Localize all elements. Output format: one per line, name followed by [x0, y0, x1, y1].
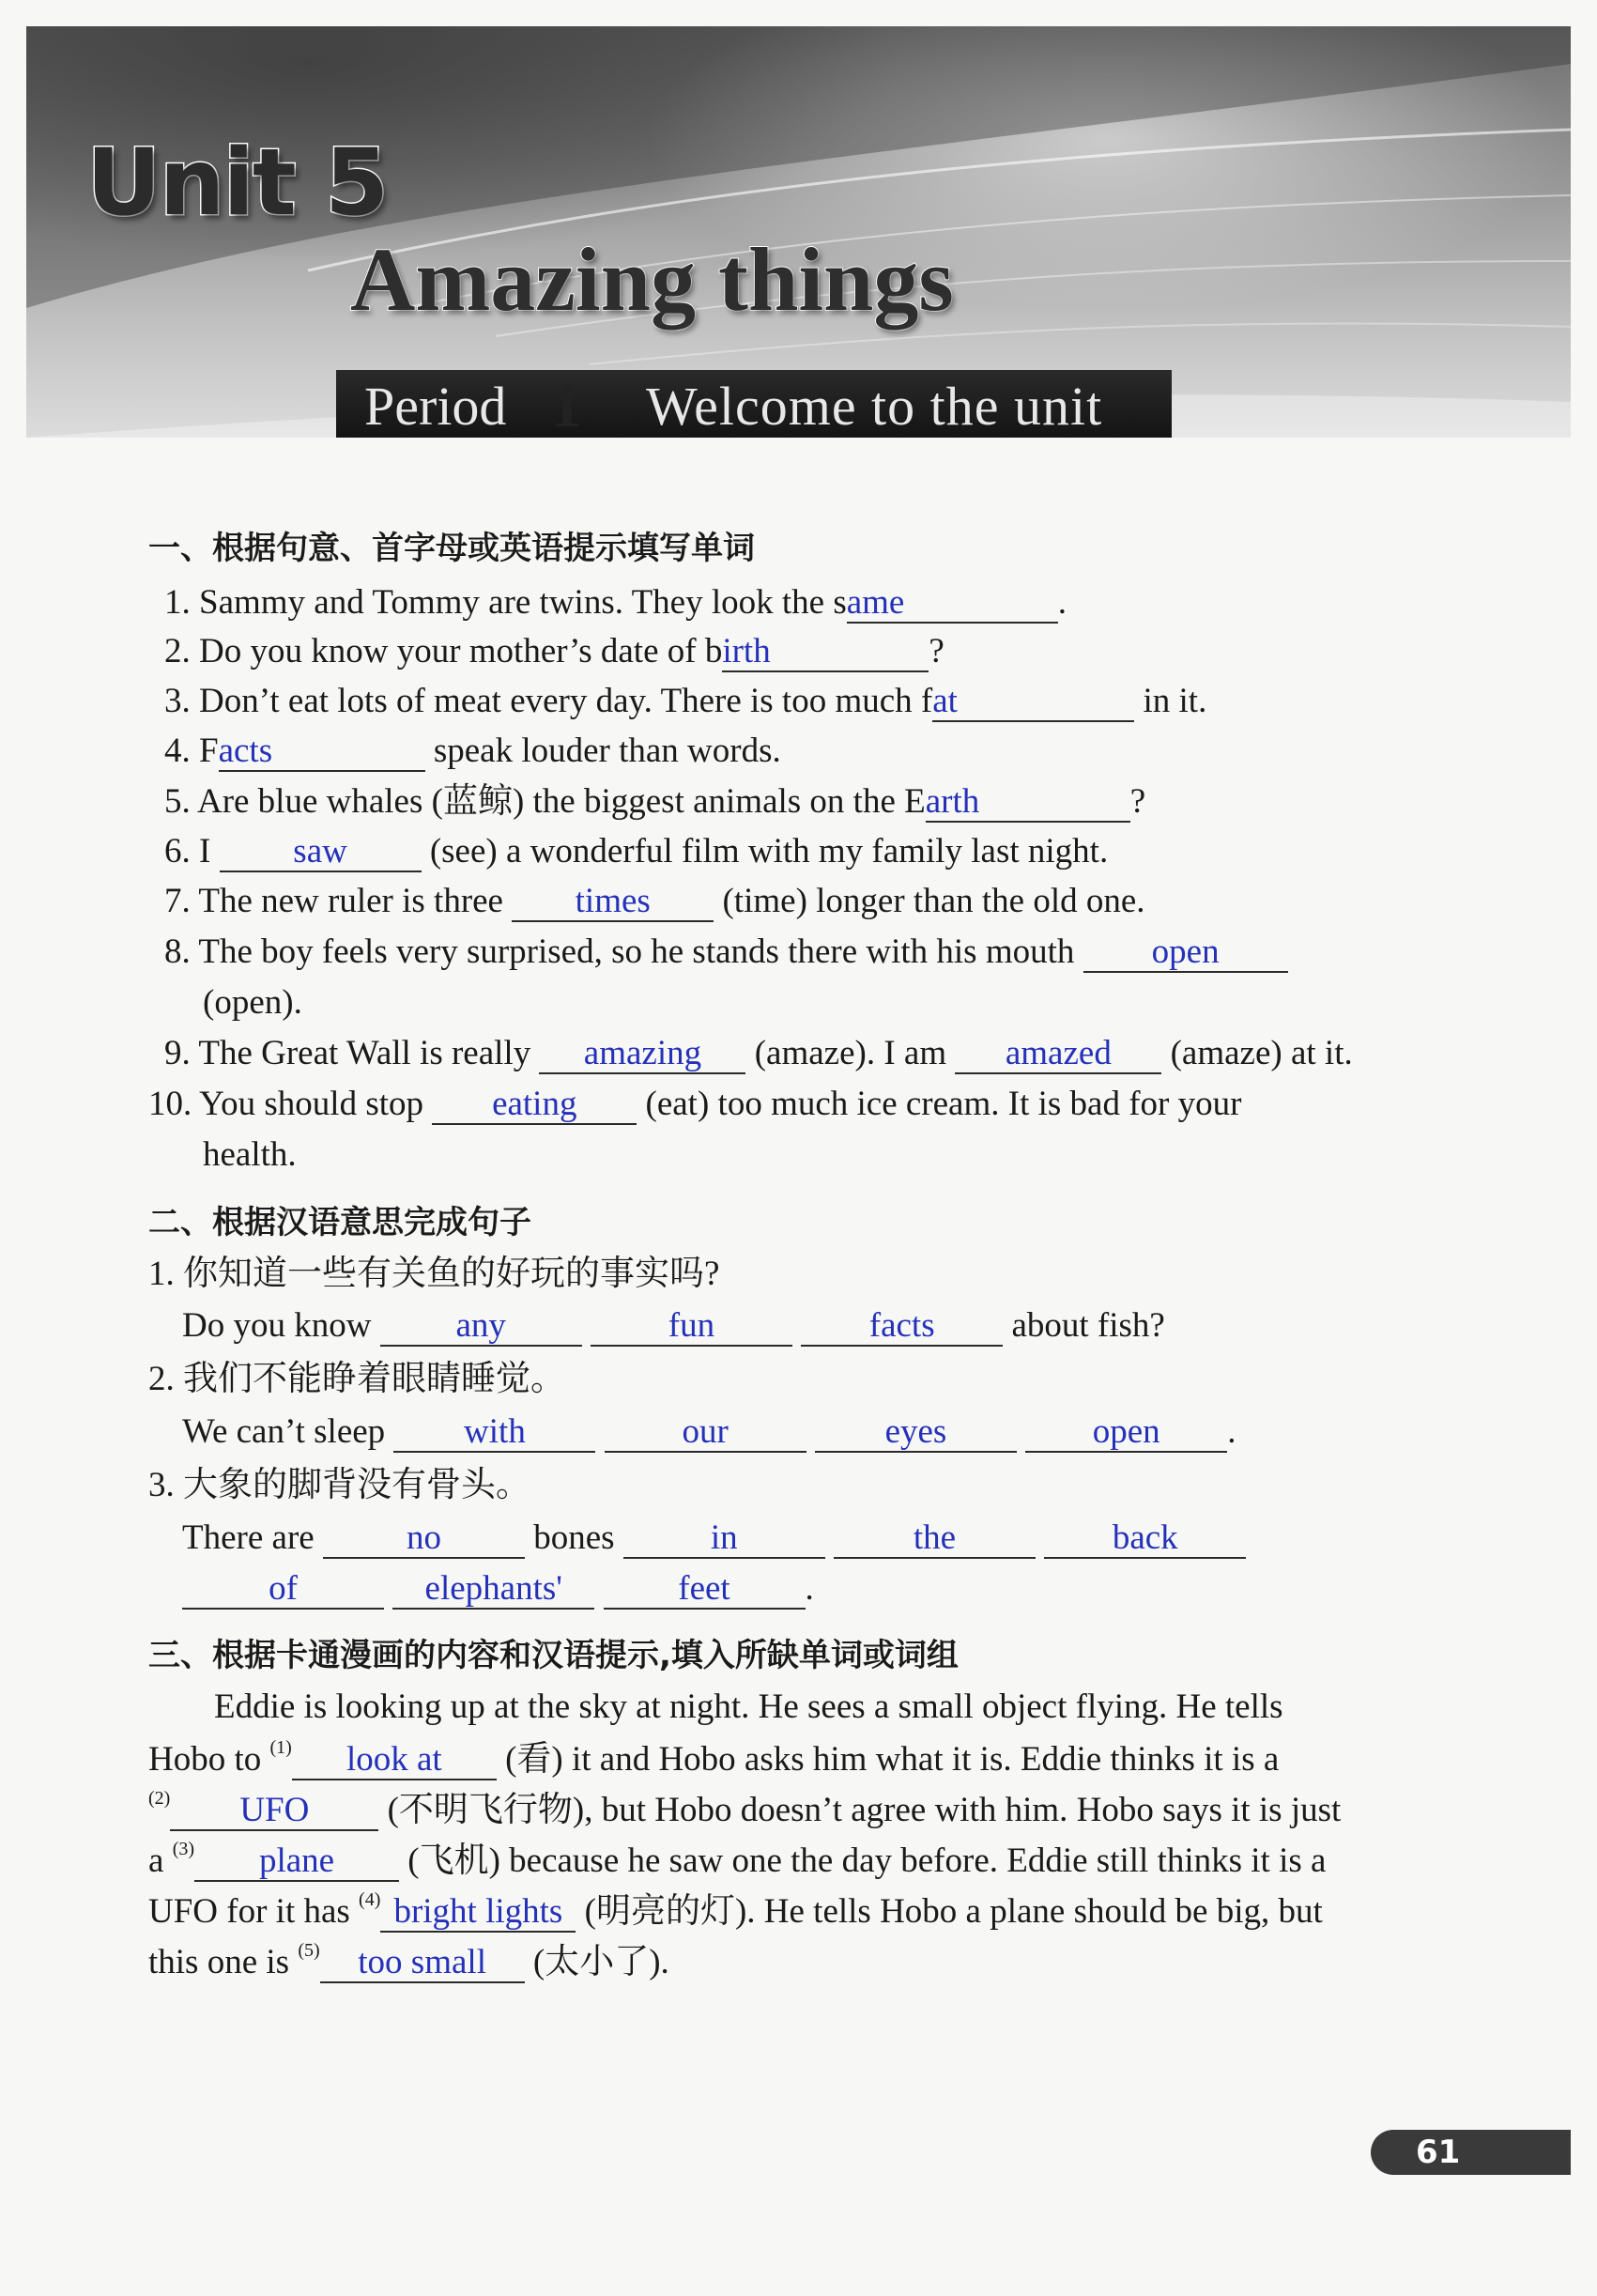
s1-item-7: 7. The new ruler is three times (time) longer than the old one.: [164, 882, 1145, 920]
blank-marker: (2): [148, 1788, 171, 1809]
unit-header-banner: [26, 26, 1571, 438]
blank-marker: (1): [269, 1737, 292, 1758]
s3-line-4: a $^{(3)}$ plane (飞机) because he saw one the day before. Eddie still thinks it is a: [148, 1839, 1327, 1880]
s2-q2-answer: We can’t sleep with our eyes open .: [182, 1412, 1236, 1451]
answer-blank[interactable]: facts: [801, 1308, 1003, 1347]
unit-title: Amazing things: [350, 229, 954, 330]
answer-blank[interactable]: amazed: [955, 1036, 1161, 1074]
unit-number: Unit 5: [86, 130, 388, 237]
blank-marker: (3): [172, 1839, 195, 1859]
answer-blank[interactable]: look at: [292, 1742, 497, 1780]
answer-blank[interactable]: fun: [591, 1308, 792, 1347]
s1-item-10-cont: health.: [203, 1135, 297, 1174]
answer-blank[interactable]: at: [932, 684, 1134, 722]
answer-blank[interactable]: eyes: [815, 1414, 1017, 1453]
answer-blank[interactable]: times: [512, 884, 714, 922]
answer-blank[interactable]: acts: [219, 733, 425, 772]
answer-blank[interactable]: any: [380, 1308, 582, 1347]
s1-item-2: 2. Do you know your mother’s date of birth ?: [164, 632, 944, 670]
s2-q3-answer-cont: of elephants' feet .: [182, 1568, 814, 1610]
s1-item-10: 10. You should stop eating (eat) too much ice cream. It is bad for your: [148, 1085, 1242, 1123]
answer-blank[interactable]: amazing: [539, 1036, 745, 1074]
answer-blank[interactable]: the: [834, 1520, 1036, 1559]
s1-item-1: 1. Sammy and Tommy are twins. They look the same .: [164, 583, 1067, 622]
section3-heading: 三、根据卡通漫画的内容和汉语提示,填入所缺单词或词组: [148, 1637, 959, 1674]
s1-item-4: 4. Facts speak louder than words.: [164, 732, 781, 770]
section2-heading: 二、根据汉语意思完成句子: [148, 1204, 531, 1241]
answer-blank[interactable]: back: [1044, 1520, 1246, 1559]
s2-q3-answer: There are no bones in the back: [182, 1518, 1246, 1559]
answer-blank[interactable]: ame: [847, 585, 1058, 624]
answer-blank[interactable]: feet: [604, 1571, 806, 1610]
answer-blank[interactable]: irth: [722, 634, 929, 672]
answer-blank[interactable]: in: [623, 1520, 825, 1559]
section1-heading: 一、根据句意、首字母或英语提示填写单词: [148, 530, 755, 567]
answer-blank[interactable]: no: [323, 1520, 525, 1559]
answer-blank[interactable]: saw: [220, 834, 422, 872]
s3-line-1: Eddie is looking up at the sky at night. He sees a small object flying. He tells: [214, 1687, 1283, 1726]
answer-blank[interactable]: too small: [320, 1945, 525, 1983]
answer-blank[interactable]: bright lights: [380, 1894, 576, 1933]
answer-blank[interactable]: open: [1083, 934, 1288, 973]
blank-marker: (5): [298, 1940, 320, 1961]
s1-item-8: 8. The boy feels very surprised, so he stands there with his mouth open: [164, 932, 1288, 973]
answer-blank[interactable]: of: [182, 1571, 384, 1610]
s3-line-2: Hobo to $^{(1)}$ look at (看) it and Hobo asks him what it is. Eddie thinks it is a: [148, 1737, 1280, 1779]
page-number: 61: [1416, 2134, 1461, 2171]
answer-blank[interactable]: elephants': [392, 1571, 594, 1610]
s1-item-9: 9. The Great Wall is really amazing (amaze). I am amazed (amaze) at it.: [164, 1034, 1353, 1072]
s3-line-6: this one is $^{(5)}$ too small (太小了).: [148, 1940, 669, 1981]
answer-blank[interactable]: open: [1025, 1414, 1227, 1453]
s2-q1-chinese: 1. 你知道一些有关鱼的好玩的事实吗?: [148, 1255, 720, 1293]
answer-blank[interactable]: eating: [432, 1086, 637, 1125]
answer-blank[interactable]: our: [605, 1414, 806, 1453]
s1-item-8-cont: (open).: [203, 983, 302, 1022]
s1-item-5: 5. Are blue whales (蓝鲸) the biggest animals on the Earth ?: [164, 782, 1146, 821]
answer-blank[interactable]: plane: [194, 1843, 399, 1882]
blank-marker: (4): [359, 1889, 381, 1910]
period-label: Period: [364, 376, 507, 437]
s3-line-3: $^{(2)}$ UFO (不明飞行物), but Hobo doesn’t agree with him. Hobo says it is just: [148, 1788, 1342, 1829]
period-name: Welcome to the unit: [646, 376, 1103, 437]
s3-line-5: UFO for it has $^{(4)}$ bright lights (明亮的灯). He tells Hobo a plane should be big, but: [148, 1889, 1323, 1931]
answer-blank[interactable]: with: [393, 1414, 595, 1453]
s2-q1-answer: Do you know any fun facts about fish?: [182, 1306, 1165, 1345]
s2-q2-chinese: 2. 我们不能睁着眼睛睡觉。: [148, 1360, 565, 1398]
period-number: 1: [524, 357, 608, 438]
answer-blank[interactable]: arth: [926, 784, 1130, 823]
s1-item-3: 3. Don’t eat lots of meat every day. There is too much fat in it.: [164, 682, 1207, 720]
s2-q3-chinese: 3. 大象的脚背没有骨头。: [148, 1466, 530, 1504]
period-bar: [336, 370, 1172, 438]
s1-item-6: 6. I saw (see) a wonderful film with my family last night.: [164, 832, 1109, 871]
page-number-tab: [1371, 2130, 1571, 2175]
answer-blank[interactable]: UFO: [170, 1793, 378, 1831]
